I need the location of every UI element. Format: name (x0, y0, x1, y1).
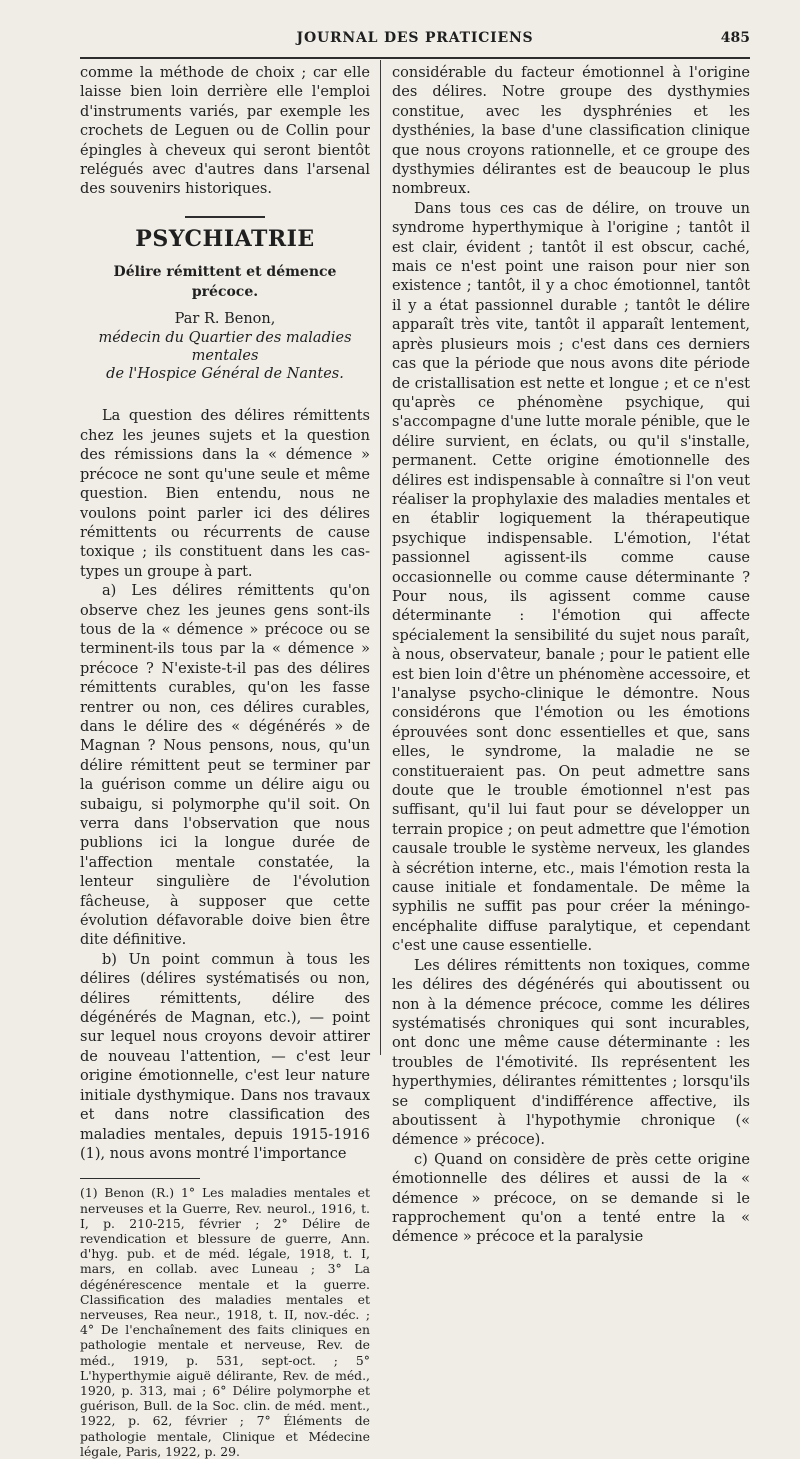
right-paragraph-2: Dans tous ces cas de délire, on trouve un syndrome hyperthymique à l'origine ; tantôt il est clair, évident ; tantôt il est obscur, caché, mais ce n'est point une raison pour nier son existence ; tantôt, il y a choc émotionnel, tantôt il y a état passionnel durable ; tantôt le délire apparaît très vite, tantôt il apparaît lentement, après plusieurs mois ; c'est dans ces derniers cas que la période que nous avons dite période de cristallisation est nette et longue ; et ce n'est qu'après ce phénomène psychique, qui s'accompagne d'une lutte morale pénible, que le délire survient, en éclats, ou qu'il s'installe, permanent. Cette origine émotionnelle des délires est indispensable à connaître si l'on veut réaliser la prophylaxie des maladies mentales et en établir logiquement la thérapeutique psychique indispensable. L'émotion, l'état passionnel agissent-ils comme cause occasionnelle ou comme cause déterminante ? Pour nous, ils agissent comme cause déterminante : l'émotion qui affecte spécialement la sensibilité du sujet nous paraît, à nous, observateur, banale ; pour le patient elle est bien loin d'être un phénomène accessoire, et l'analyse psycho-clinique le démontre. Nous considérons que l'émotion ou les émotions éprouvées sont donc essentielles et que, sans elles, le syndrome, la maladie ne se constitueraient pas. On peut admettre sans doute que le trouble émotionnel n'est pas suffisant, qu'il lui faut pour se développer un terrain propice ; on peut admettre que l'émotion causale trouble le système nerveux, les glandes à sécrétion interne, etc., mais l'émotion resta la cause initiale et fondamentale. De même la syphilis ne suffit pas pour créer la méningo-encéphalite diffuse paralytique, et cependant c'est une cause essentielle. (392, 200, 750, 955)
header-rule (80, 57, 750, 59)
column-divider (380, 60, 381, 1055)
page-number: 485 (720, 30, 750, 46)
article-title: Délire rémittent et démence précoce. (113, 264, 337, 300)
page-header (80, 30, 750, 52)
affiliation-line-2: de l'Hospice Général de Nantes. (106, 366, 344, 383)
affiliation-line-1: médecin du Quartier des maladies mentales (98, 330, 352, 365)
byline: Par R. Benon, (174, 311, 276, 328)
paragraph-b: b) Un point commun à tous les délires (délires systématisés ou non, délires rémittents, délire des dégénérés de Magnan, etc.), — point sur lequel nous croyons devoir attirer de nouveau l'attention, — c'est leur origine émotionnelle, c'est leur nature initiale dysthymique. Dans nos travaux et dans notre classification des maladies mentales, depuis 1915-1916 (1), nous avons montré l'importance (80, 951, 370, 1162)
continuation-paragraph: comme la méthode de choix ; car elle laisse bien loin derrière elle l'emploi d'instruments variés, par exemple les crochets de Leguen ou de Collin pour épingles à cheveux qui seront bientôt relégués avec d'autres dans l'arsenal des souvenirs historiques. (80, 65, 370, 198)
left-column (80, 64, 370, 1459)
running-title: JOURNAL DES PRATICIENS (296, 30, 534, 46)
right-paragraph-1: considérable du facteur émotionnel à l'origine des délires. Notre groupe des dysthymies constitue, avec les dysphrénies et les dysthénies, la base d'une classification clinique que nous croyons rationnelle, et ce groupe des dysthymies délirantes est de beaucoup le plus nombreux. (392, 65, 750, 198)
right-paragraph-3: Les délires rémittents non toxiques, comme les délires des dégénérés qui aboutissent ou non à la démence précoce, comme les délires systématisés chroniques qui sont incurables, ont donc une même cause déterminante : les troubles de l'émotivité. Ils représentent les hyperthymies, délirantes rémittentes ; lorsqu'ils se compliquent d'indifférence affective, ils aboutissent à l'hypothymie chronique (« démence » précoce). (392, 957, 750, 1149)
section-separator-rule (185, 216, 265, 218)
footnote: (1) Benon (R.) 1° Les maladies mentales et nerveuses et la Guerre, Rev. neurol., 1916, t. I, p. 210-215, février ; 2° Délire de revendication et blessure de guerre, Ann. d'hyg. pub. et de méd. légale, 1918, t. I, mars, en collab. avec Luneau ; 3° La dégénérescence mentale et la guerre. Classification des maladies mentales et nerveuses, Rea neur., 1918, t. II, nov.-déc. ; 4° De l'enchaînement des faits cliniques en pathologie mentale et nerveuse, Rev. de méd., 1919, p. 531, sept-oct. ; 5° L'hyperthymie aiguë délirante, Rev. de méd., 1920, p. 313, mai ; 6° Délire polymorphe et guérison, Bull. de la Soc. clin. de méd. ment., 1922, p. 62, février ; 7° Éléments de pathologie mentale, Clinique et Médecine légale, Paris, 1922, p. 29. (80, 1185, 370, 1459)
right-column (392, 64, 750, 1248)
paragraph-c: c) Quand on considère de près cette origine émotionnelle des délires et aussi de la « démence » précoce, on se demande si le rapprochement qu'on a tenté entre la « démence » précoce et la paralysie (392, 1151, 750, 1246)
intro-paragraph: La question des délires rémittents chez les jeunes sujets et la question des rémissions dans la « démence » précoce ne sont qu'une seule et même question. Bien entendu, nous ne voulons point parler ici des délires rémittents ou récurrents de cause toxique ; ils constituent dans les cas-types un groupe à part. (80, 408, 370, 580)
section-title: PSYCHIATRIE (135, 225, 315, 252)
paragraph-a: a) Les délires rémittents qu'on observe chez les jeunes gens sont-ils tous de la « démence » précoce ou se terminent-ils tous par la « démence » précoce ? N'existe-t-il pas des délires rémittents curables, qu'on les fasse rentrer ou non, ces délires curables, dans le délire des « dégénérés » de Magnan ? Nous pensons, nous, qu'un délire rémittent peut se terminer par la guérison comme un délire aigu ou subaigu, si polymorphe qu'il soit. On verra dans l'observation que nous publions ici la longue durée de l'affection mentale constatée, la lenteur singulière de l'évolution fâcheuse, à supposer que cette évolution défavorable doive bien être dite définitive. (80, 583, 370, 949)
footnote-rule (80, 1178, 200, 1179)
